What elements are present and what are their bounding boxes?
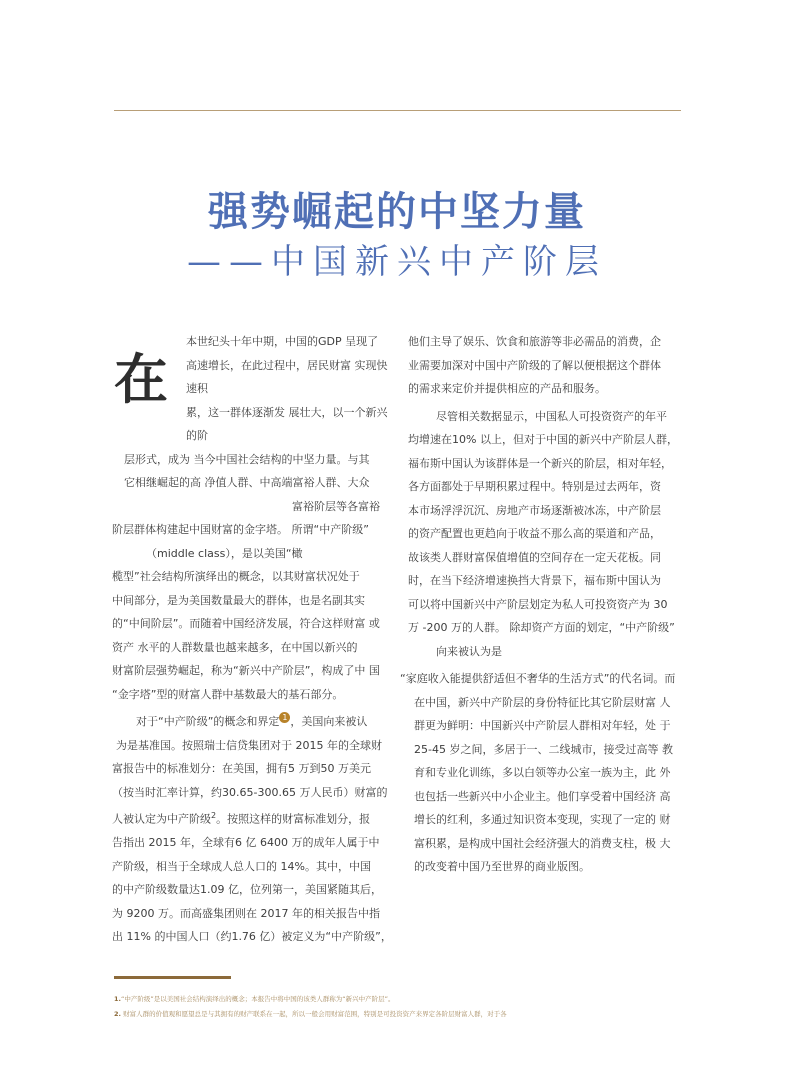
left-column bbox=[112, 330, 392, 949]
text-line: 各方面都处于早期积累过程中。特别是过去两年，资 bbox=[408, 480, 661, 493]
text-line: 累，这一群体逐渐发 展壮大，以一个新兴的阶 bbox=[186, 405, 388, 442]
footnote-number: 2. bbox=[114, 1010, 121, 1018]
text-line: 群更为鲜明：中国新兴中产阶层人群相对年轻，处 于 bbox=[414, 719, 671, 732]
text-line: 也包括一些新兴中小企业主。他们享受着中国经济 高 bbox=[414, 789, 671, 803]
text-line: “家庭收入能提供舒适但不奢华的生活方式”的代名词。而 bbox=[400, 672, 676, 685]
text-line: 中间部分，是为美国数量最大的群体，也是名副其实 bbox=[112, 593, 365, 607]
text-line: 本市场浮浮沉沉、房地产市场逐渐被冰冻，中产阶层 bbox=[408, 503, 661, 517]
text-line: 它相继崛起的高 净值人群、中高端富裕人群、大众 bbox=[124, 476, 370, 489]
text-segment: 人被认定为中产阶级 bbox=[112, 812, 211, 826]
text-line: 层形式，成为 当今中国社会结构的中坚力量。与其 bbox=[124, 452, 370, 466]
footnote-marker[interactable]: 2 bbox=[211, 811, 217, 820]
text-line: 尽管相关数据显示，中国私人可投资资产的年平 bbox=[436, 409, 667, 423]
text-segment: ，美国向来被认 bbox=[290, 715, 368, 728]
right-column bbox=[400, 330, 684, 879]
text-line: 时，在当下经济增速换挡大背景下，福布斯中国认为 bbox=[408, 574, 661, 587]
text-line: 高速增长，在此过程中，居民财富 实现快速积 bbox=[186, 358, 388, 395]
page-subtitle: ——中国新兴中产阶层 bbox=[187, 242, 607, 282]
text-line: 为是基准国。按照瑞士信贷集团对于 2015 年的全球财 bbox=[116, 738, 382, 752]
footnote-2 bbox=[114, 1009, 684, 1019]
text-line: 可以将中国新兴中产阶层划定为私人可投资资产为 30 bbox=[408, 597, 668, 611]
text-line: 育和专业化训练，多以白领等办公室一族为主，此 外 bbox=[414, 766, 671, 779]
footnote-marker[interactable]: 1 bbox=[279, 712, 290, 723]
text-line bbox=[112, 710, 392, 734]
footnote-divider bbox=[114, 976, 231, 979]
text-line: （按当时汇率计算，约30.65-300.65 万人民币）财富的 bbox=[112, 785, 388, 799]
text-line: 富积累，是构成中国社会经济强大的消费支柱，极 大 bbox=[414, 836, 671, 850]
text-line: “金字塔”型的财富人群中基数最大的基石部分。 bbox=[112, 687, 344, 701]
text-line: 富报告中的标准划分：在美国，拥有5 万到50 万美元 bbox=[112, 762, 371, 775]
text-line: 的改变着中国乃至世界的商业版图。 bbox=[414, 860, 590, 873]
text-line: 万 -200 万的人群。 除却资产方面的划定，“中产阶级” bbox=[408, 621, 675, 634]
text-line: 本世纪头十年中期，中国的GDP 呈现了 bbox=[186, 335, 379, 348]
footnote-text: 财富人群的价值观和愿望总是与其拥有的财产联系在一起，所以一般会用财富范围，特别是可投资资产来界定各阶层财富人群，对于各 bbox=[123, 1010, 507, 1018]
text-line: 向来被认为是 bbox=[436, 644, 502, 658]
text-line: （middle class），是以美国“橄 bbox=[146, 546, 303, 560]
text-line: 产阶级，相当于全球成人总人口的 14%。其中，中国 bbox=[112, 859, 371, 873]
page-title: 强势崛起的中坚力量 bbox=[208, 189, 586, 235]
text-line: 富裕阶层等各富裕 bbox=[292, 499, 380, 513]
text-line: 的“中间阶层”。而随着中国经济发展，符合这样财富 或 bbox=[112, 617, 380, 630]
text-line: 福布斯中国认为该群体是一个新兴的阶层，相对年轻， bbox=[408, 456, 672, 470]
text-line: 故该类人群财富保值增值的空间存在一定天花板。同 bbox=[408, 550, 661, 564]
text-line: 榄型”社会结构所演绎出的概念，以其财富状况处于 bbox=[112, 570, 360, 583]
text-line: 出 11% 的中国人口（约1.76 亿）被定义为“中产阶级”， bbox=[112, 930, 392, 944]
text-line: 25-45 岁之间，多居于一、二线城市，接受过高等 教 bbox=[414, 742, 673, 756]
text-segment: 。按照这样的财富标准划分，报 bbox=[216, 812, 371, 826]
text-line: 的资产配置也更趋向于收益不那么高的渠道和产品， bbox=[408, 527, 661, 540]
text-line: 增长的红利，多通过知识资本变现，实现了一定的 财 bbox=[414, 813, 671, 826]
text-line: 资产 水平的人群数量也越来越多，在中国以新兴的 bbox=[112, 640, 358, 654]
footnote-1 bbox=[114, 994, 684, 1004]
text-line: 的中产阶级数量达1.09 亿，位列第一，美国紧随其后， bbox=[112, 883, 382, 897]
text-line: 阶层群体构建起中国财富的金字塔。 所谓“中产阶级” bbox=[112, 523, 369, 536]
text-segment: 对于“中产阶级”的概念和界定 bbox=[136, 715, 280, 728]
text-line: 业需要加深对中国中产阶级的了解以便根据这个群体 bbox=[408, 358, 661, 372]
text-line: 在中国，新兴中产阶层的身份特征比其它阶层财富 人 bbox=[414, 695, 671, 709]
footnote-text: “中产阶级”是以美国社会结构演绎出的概念；本报告中将中国的该类人群称为“新兴中产阶层”。 bbox=[121, 995, 395, 1003]
footnote-number: 1. bbox=[114, 995, 121, 1003]
text-line: 财富阶层强势崛起，称为“新兴中产阶层”，构成了中 国 bbox=[112, 664, 380, 677]
text-line: 的需求来定价并提供相应的产品和服务。 bbox=[408, 382, 606, 395]
drop-cap: 在 bbox=[114, 348, 168, 411]
top-divider bbox=[114, 110, 681, 111]
text-line: 他们主导了娱乐、饮食和旅游等非必需品的消费，企 bbox=[408, 335, 661, 348]
text-line: 为 9200 万。而高盛集团则在 2017 年的相关报告中指 bbox=[112, 906, 380, 920]
text-line bbox=[112, 804, 392, 831]
text-line: 均增速在10% 以上，但对于中国的新兴中产阶层人群， bbox=[408, 433, 678, 446]
text-line: 告指出 2015 年，全球有6 亿 6400 万的成年人属于中 bbox=[112, 836, 380, 850]
